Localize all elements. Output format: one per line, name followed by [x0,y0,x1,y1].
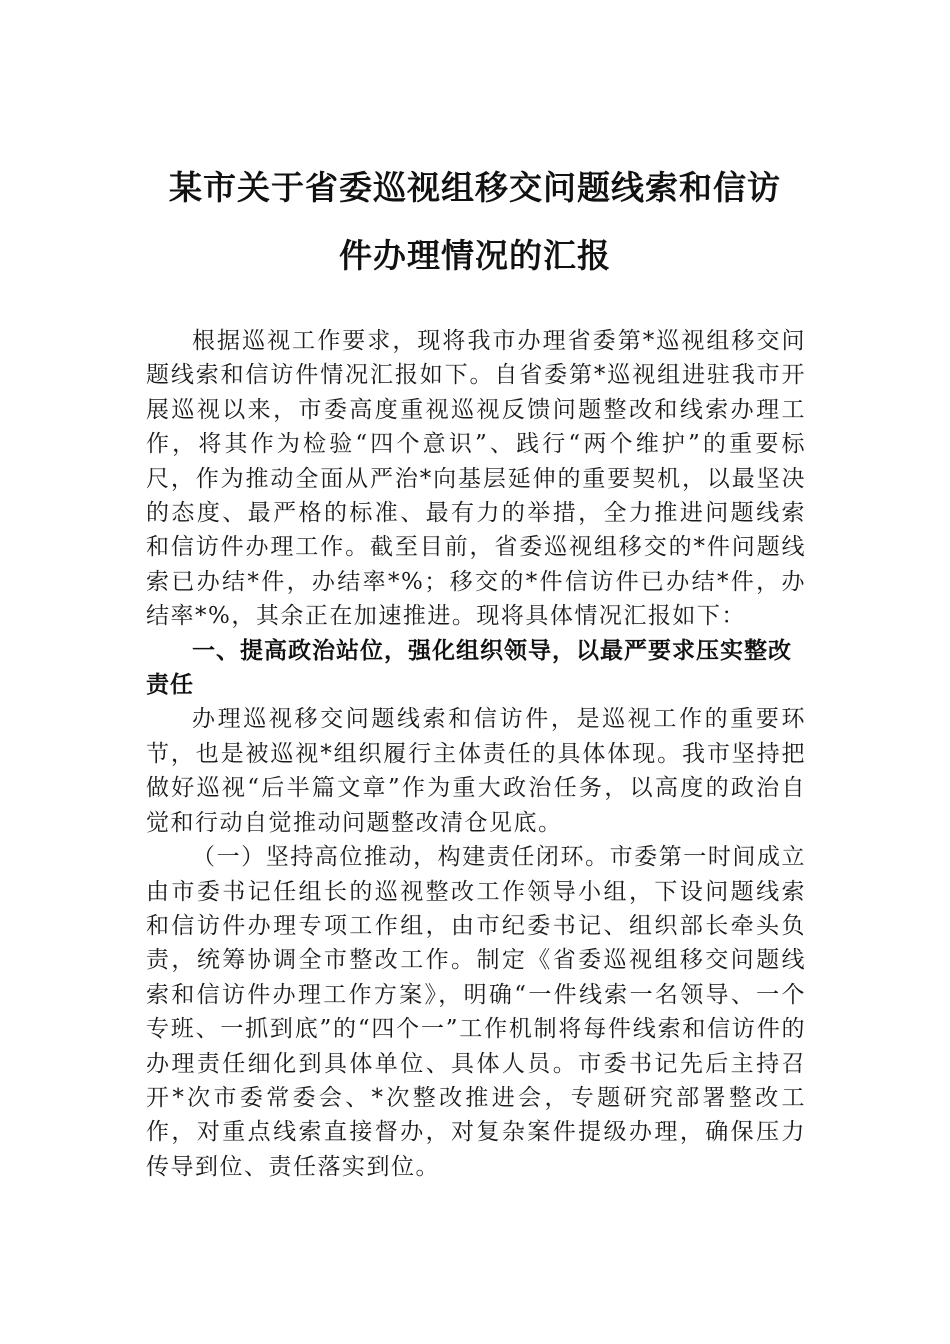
section-1-heading: 一、提高政治站位，强化组织领导，以最严要求压实整改责任 [146,637,792,699]
document-body [146,324,806,1184]
subsection-1-text: 市委第一时间成立由市委书记任组长的巡视整改工作领导小组，下设问题线索和信访件办理专项工作组，由市纪委书记、组织部长牵头负责，统筹协调全市整改工作。制定《省委巡视组移交问题线索和信访件办理工作方案》，明确“一件线索一名领导、一个专班、一抓到底”的“四个一”工作机制将每件线索和信访件的办理责任细化到具体单位、具体人员。市委书记先后主持召开*次市委常委会、*次整改推进会，专题研究部署整改工作，对重点线索直接督办，对复杂案件提级办理，确保压力传导到位、责任落实到位。 [146,844,806,1180]
document-title-line-2: 件办理情况的汇报 [339,236,611,275]
intro-paragraph: 根据巡视工作要求，现将我市办理省委第*巡视组移交问题线索和信访件情况汇报如下。自省委第*巡视组进驻我市开展巡视以来，市委高度重视巡视反馈问题整改和线索办理工作，将其作为检验“四个意识”、践行“两个维护”的重要标尺，作为推动全面从严治*向基层延伸的重要契机，以最坚决的态度、最严格的标准、最有力的举措，全力推进问题线索和信访件办理工作。截至目前，省委巡视组移交的*件问题线索已办结*件，办结率*%；移交的*件信访件已办结*件，办结率*%，其余正在加速推进。现将具体情况汇报如下： [146,328,806,630]
subsection-1-lead: （一）坚持高位推动，构建责任闭环。 [192,844,610,871]
document-title-line-1: 某市关于省委巡视组移交问题线索和信访 [169,168,781,207]
subsection-1-paragraph [146,840,806,1184]
section-1-paragraph: 办理巡视移交问题线索和信访件，是巡视工作的重要环节，也是被巡视*组织履行主体责任的具体体现。我市坚持把做好巡视“后半篇文章”作为重大政治任务，以高度的政治自觉和行动自觉推动问题整改清仓见底。 [146,706,806,836]
